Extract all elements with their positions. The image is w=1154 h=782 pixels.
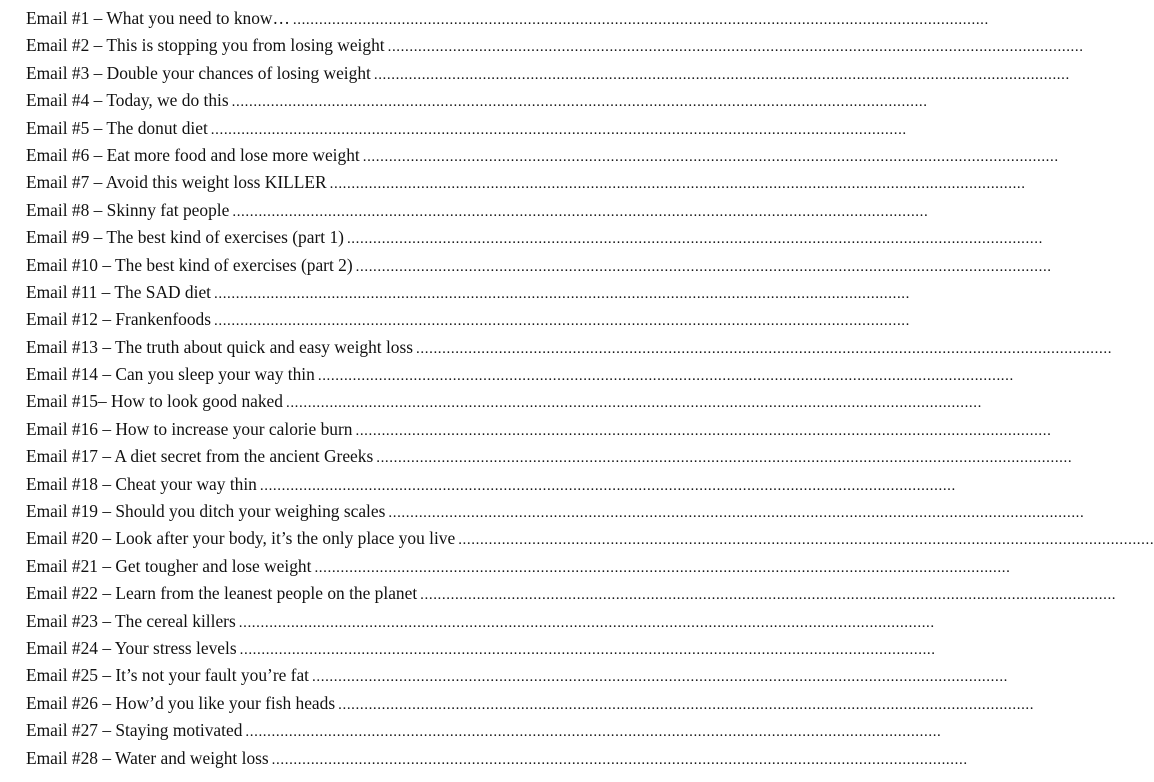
toc-entry-title: Email #21 – Get tougher and lose weight	[26, 555, 312, 576]
toc-entry-title: Email #10 – The best kind of exercises (part 2)	[26, 254, 353, 275]
toc-entry-title: Email #1 – What you need to know…	[26, 8, 290, 28]
toc-entry[interactable]	[26, 87, 928, 114]
toc-entry[interactable]	[26, 635, 936, 662]
dot-leader: ................................................................................................................................................................	[416, 340, 1113, 357]
toc-entry-title: Email #28 – Water and weight loss	[26, 747, 269, 768]
toc-entry-title: Email #24 – Your stress levels	[26, 637, 237, 658]
dot-leader: ................................................................................................................................................................	[245, 724, 942, 741]
toc-entry-title: Email #17 – A diet secret from the ancient Greeks	[26, 446, 374, 467]
toc-entry-title: Email #14 – Can you sleep your way thin	[26, 364, 315, 385]
dot-leader: ................................................................................................................................................................	[238, 614, 935, 631]
dot-leader: ................................................................................................................................................................	[214, 313, 910, 330]
dot-leader: ................................................................................................................................................................	[232, 203, 929, 220]
toc-entry-title: Email #5 – The donut diet	[26, 117, 208, 138]
toc-entry-title: Email #13 – The truth about quick and easy weight loss	[26, 336, 414, 357]
toc-entry[interactable]	[26, 197, 929, 224]
toc-entry[interactable]	[26, 580, 1117, 607]
dot-leader: ................................................................................................................................................................	[210, 121, 907, 138]
dot-leader: ................................................................................................................................................................	[346, 231, 1043, 248]
toc-entry[interactable]	[26, 388, 982, 415]
toc-entry[interactable]	[26, 443, 1073, 470]
toc-entry-title: Email #6 – Eat more food and lose more weight	[26, 144, 360, 165]
toc-entry[interactable]	[26, 745, 968, 772]
toc-entry[interactable]	[26, 690, 1035, 717]
dot-leader: ................................................................................................................................................................	[317, 368, 1014, 385]
toc-entry[interactable]	[26, 142, 1059, 169]
dot-leader: ................................................................................................................................................................	[271, 751, 968, 768]
dot-leader: ................................................................................................................................................................	[314, 559, 1011, 576]
dot-leader: ................................................................................................................................................................	[387, 39, 1084, 56]
toc-entry-title: Email #4 – Today, we do this	[26, 90, 229, 111]
dot-leader: ................................................................................................................................................................	[376, 450, 1073, 467]
dot-leader: ................................................................................................................................................................	[312, 669, 1009, 686]
toc-entry[interactable]	[26, 416, 1052, 443]
dot-leader: ................................................................................................................................................................	[214, 285, 910, 302]
toc-entry-title: Email #19 – Should you ditch your weighing scales	[26, 501, 386, 522]
toc-entry-title: Email #12 – Frankenfoods	[26, 309, 211, 330]
toc-entry-title: Email #3 – Double your chances of losing weight	[26, 62, 371, 83]
dot-leader: ................................................................................................................................................................	[329, 176, 1026, 193]
toc-entry-title: Email #2 – This is stopping you from losing weight	[26, 35, 385, 56]
toc-entry-title: Email #9 – The best kind of exercises (part 1)	[26, 227, 344, 248]
toc-entry-title: Email #11 – The SAD diet	[26, 281, 211, 302]
toc-entry[interactable]	[26, 662, 1009, 689]
toc-entry-title: Email #25 – It’s not your fault you’re fat	[26, 665, 310, 686]
toc-entry-title: Email #15– How to look good naked	[26, 391, 283, 412]
toc-entry[interactable]	[26, 553, 1011, 580]
dot-leader: ................................................................................................................................................................	[338, 696, 1035, 713]
toc-entry[interactable]	[26, 525, 1154, 552]
toc-entry[interactable]	[26, 252, 1052, 279]
dot-leader: ................................................................................................................................................................	[231, 94, 928, 111]
toc-entry-title: Email #16 – How to increase your calorie burn	[26, 418, 353, 439]
dot-leader: ................................................................................................................................................................	[239, 641, 936, 658]
toc-entry-title: Email #27 – Staying motivated	[26, 720, 243, 741]
table-of-contents	[26, 5, 1154, 772]
dot-leader: ................................................................................................................................................................	[292, 12, 989, 28]
dot-leader: ................................................................................................................................................................	[373, 66, 1070, 83]
dot-leader: ................................................................................................................................................................	[362, 148, 1059, 165]
dot-leader: ................................................................................................................................................................	[388, 505, 1085, 522]
toc-entry[interactable]	[26, 334, 1113, 361]
toc-entry[interactable]	[26, 32, 1084, 59]
toc-entry-title: Email #20 – Look after your body, it’s the only place you live	[26, 528, 456, 549]
toc-entry-title: Email #26 – How’d you like your fish heads	[26, 692, 336, 713]
dot-leader: ................................................................................................................................................................	[259, 477, 956, 494]
toc-entry[interactable]	[26, 306, 910, 333]
dot-leader: ................................................................................................................................................................	[355, 258, 1052, 275]
toc-entry[interactable]	[26, 279, 910, 306]
dot-leader: ................................................................................................................................................................	[355, 422, 1052, 439]
toc-entry-title: Email #8 – Skinny fat people	[26, 199, 230, 220]
toc-entry[interactable]	[26, 471, 956, 498]
dot-leader: ................................................................................................................................................................	[458, 532, 1154, 549]
toc-entry-title: Email #23 – The cereal killers	[26, 610, 236, 631]
toc-entry[interactable]	[26, 608, 935, 635]
toc-entry[interactable]	[26, 717, 942, 744]
dot-leader: ................................................................................................................................................................	[420, 587, 1117, 604]
toc-entry[interactable]	[26, 361, 1014, 388]
dot-leader: ................................................................................................................................................................	[285, 395, 982, 412]
toc-entry-title: Email #7 – Avoid this weight loss KILLER	[26, 172, 327, 193]
toc-entry[interactable]	[26, 5, 989, 32]
toc-entry[interactable]	[26, 224, 1043, 251]
toc-entry[interactable]	[26, 60, 1070, 87]
toc-entry-title: Email #22 – Learn from the leanest people on the planet	[26, 583, 418, 604]
toc-entry[interactable]	[26, 498, 1085, 525]
toc-entry[interactable]	[26, 115, 907, 142]
toc-entry-title: Email #18 – Cheat your way thin	[26, 473, 257, 494]
toc-entry[interactable]	[26, 169, 1026, 196]
